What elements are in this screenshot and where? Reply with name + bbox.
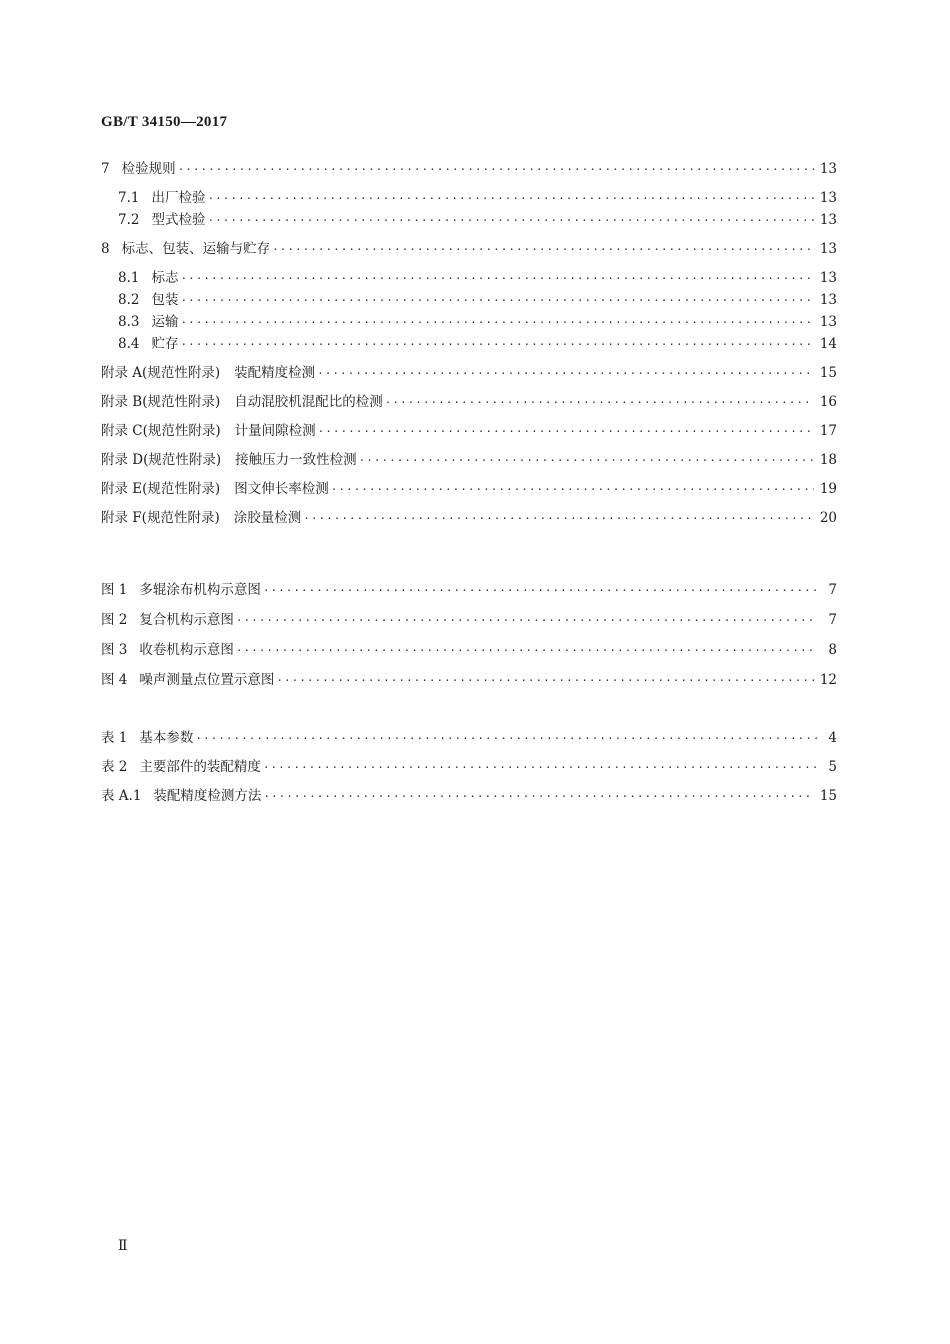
toc-entry-number: 8.3 bbox=[118, 314, 140, 330]
toc-entry-number: 附录 A bbox=[101, 365, 143, 381]
toc-entry-number: 表 A.1 bbox=[101, 788, 142, 804]
toc-entry-number: 图 4 bbox=[101, 672, 128, 688]
toc-entry-title: 装配精度检测 bbox=[234, 365, 316, 381]
toc-entry-number: 7.1 bbox=[118, 190, 140, 206]
toc-entry-title: 检验规则 bbox=[121, 161, 176, 177]
toc-entry[interactable] bbox=[101, 288, 837, 310]
toc-entry[interactable] bbox=[101, 310, 837, 332]
toc-entry-number: 8.2 bbox=[118, 292, 140, 308]
standard-number: GB/T 34150—2017 bbox=[101, 114, 228, 130]
toc-entry[interactable] bbox=[101, 578, 837, 608]
toc-entry[interactable] bbox=[101, 726, 837, 755]
toc-entry-title: 运输 bbox=[151, 314, 179, 330]
toc-entry-category: (规范性附录) bbox=[141, 510, 220, 526]
toc-entry-page: 7 bbox=[828, 582, 837, 598]
toc-entry-page: 13 bbox=[819, 270, 837, 286]
toc-entry[interactable] bbox=[101, 784, 837, 813]
toc-dot-leader bbox=[207, 192, 813, 205]
toc-entry[interactable] bbox=[101, 186, 837, 208]
toc-entry-page: 13 bbox=[819, 314, 837, 330]
toc-entry-category: (规范性附录) bbox=[142, 481, 221, 497]
toc-entry-title: 接触压力一致性检测 bbox=[235, 452, 357, 468]
toc-entry-page: 15 bbox=[819, 365, 837, 381]
toc-dot-leader bbox=[331, 483, 814, 496]
toc-dot-leader bbox=[263, 584, 817, 597]
toc-dot-leader bbox=[180, 316, 813, 329]
toc-entry-number: 附录 C bbox=[101, 423, 143, 439]
toc-entry-title: 标志、包装、运输与贮存 bbox=[121, 241, 271, 257]
toc-entry[interactable] bbox=[101, 608, 837, 638]
toc-entry-number: 附录 E bbox=[101, 481, 143, 497]
toc-entry-number: 图 3 bbox=[101, 642, 128, 658]
toc-entry[interactable] bbox=[101, 208, 837, 230]
toc-dot-leader bbox=[359, 454, 814, 467]
toc-entry-title: 涂胶量检测 bbox=[233, 510, 302, 526]
toc-entry-page: 14 bbox=[819, 336, 837, 352]
toc-entry-title: 型式检验 bbox=[151, 212, 206, 228]
toc-entry[interactable] bbox=[101, 755, 837, 784]
toc-entry-page: 16 bbox=[819, 394, 837, 410]
toc-entry-title: 图文伸长率检测 bbox=[234, 481, 329, 497]
toc-entry-number: 8.4 bbox=[118, 336, 140, 352]
toc-entry-page: 13 bbox=[819, 212, 837, 228]
toc-entry-page: 13 bbox=[819, 190, 837, 206]
toc-entry-page: 7 bbox=[828, 612, 837, 628]
toc-entry[interactable] bbox=[101, 332, 837, 354]
toc-entry-number: 图 1 bbox=[101, 582, 128, 598]
toc-entry-title: 基本参数 bbox=[139, 730, 194, 746]
toc-entry-number: 附录 D bbox=[101, 452, 144, 468]
toc-entry-title: 装配精度检测方法 bbox=[153, 788, 262, 804]
toc-entry-category: (规范性附录) bbox=[142, 365, 221, 381]
toc-entry-title: 自动混胶机混配比的检测 bbox=[234, 394, 383, 410]
toc-entry-category: (规范性附录) bbox=[142, 423, 221, 439]
toc-entry-page: 18 bbox=[819, 452, 837, 468]
toc-dot-leader bbox=[207, 214, 813, 227]
toc-entry-title: 标志 bbox=[151, 270, 179, 286]
footer-page-number: Ⅱ bbox=[118, 1239, 128, 1254]
toc-entry-page: 5 bbox=[828, 759, 837, 775]
toc-entry-title: 主要部件的装配精度 bbox=[139, 759, 261, 775]
toc-entry-title: 复合机构示意图 bbox=[139, 612, 234, 628]
toc-entry[interactable] bbox=[101, 390, 837, 412]
toc-entry-number: 8.1 bbox=[118, 270, 140, 286]
toc-main-section bbox=[101, 157, 837, 528]
toc-dot-leader bbox=[180, 272, 813, 285]
toc-entry[interactable] bbox=[101, 668, 837, 698]
toc-dot-leader bbox=[236, 614, 817, 627]
toc-entry-title: 噪声测量点位置示意图 bbox=[139, 672, 275, 688]
toc-entry[interactable] bbox=[101, 157, 837, 179]
toc-entry[interactable] bbox=[101, 419, 837, 441]
toc-entry[interactable] bbox=[101, 361, 837, 383]
toc-entry-title: 出厂检验 bbox=[151, 190, 206, 206]
toc-entry-page: 13 bbox=[819, 292, 837, 308]
toc-dot-leader bbox=[385, 396, 814, 409]
toc-dot-leader bbox=[303, 512, 814, 525]
toc-entry-number: 附录 F bbox=[101, 510, 142, 526]
toc-entry-number: 7 bbox=[101, 161, 110, 177]
toc-entry[interactable] bbox=[101, 477, 837, 499]
toc-entry-number: 8 bbox=[101, 241, 110, 257]
toc-entry[interactable] bbox=[101, 237, 837, 259]
toc-entry-title: 多辊涂布机构示意图 bbox=[139, 582, 261, 598]
toc-entry-page: 8 bbox=[828, 642, 837, 658]
toc-dot-leader bbox=[276, 674, 813, 687]
toc-figures-section bbox=[101, 578, 837, 698]
toc-entry-page: 15 bbox=[819, 788, 837, 804]
toc-dot-leader bbox=[317, 367, 814, 380]
toc-dot-leader bbox=[263, 761, 817, 774]
toc-dot-leader bbox=[180, 338, 813, 351]
toc-entry-page: 4 bbox=[828, 730, 837, 746]
toc-dot-leader bbox=[272, 243, 814, 256]
toc-entry-number: 7.2 bbox=[118, 212, 140, 228]
toc-entry-category: (规范性附录) bbox=[143, 452, 222, 468]
toc-dot-leader bbox=[318, 425, 814, 438]
toc-entry[interactable] bbox=[101, 448, 837, 470]
toc-entry-number: 表 1 bbox=[101, 730, 128, 746]
toc-dot-leader bbox=[236, 644, 817, 657]
toc-entry-title: 计量间隙检测 bbox=[234, 423, 316, 439]
toc-dot-leader bbox=[263, 790, 813, 803]
toc-entry-page: 20 bbox=[819, 510, 837, 526]
toc-entry-title: 包装 bbox=[151, 292, 179, 308]
toc-entry-page: 13 bbox=[819, 161, 837, 177]
toc-dot-leader bbox=[178, 163, 814, 176]
toc-entry[interactable] bbox=[101, 266, 837, 288]
toc-entry-category: (规范性附录) bbox=[142, 394, 221, 410]
toc-entry-number: 图 2 bbox=[101, 612, 128, 628]
toc-entry-page: 12 bbox=[819, 672, 837, 688]
toc-entry-number: 表 2 bbox=[101, 759, 128, 775]
toc-dot-leader bbox=[195, 732, 817, 745]
toc-entry-number: 附录 B bbox=[101, 394, 143, 410]
toc-entry-page: 19 bbox=[819, 481, 837, 497]
toc-entry-page: 17 bbox=[819, 423, 837, 439]
toc-entry[interactable] bbox=[101, 638, 837, 668]
toc-entry-title: 收卷机构示意图 bbox=[139, 642, 234, 658]
toc-entry-title: 贮存 bbox=[151, 336, 179, 352]
toc-entry[interactable] bbox=[101, 506, 837, 528]
toc-tables-section bbox=[101, 726, 837, 813]
toc-entry-page: 13 bbox=[819, 241, 837, 257]
toc-dot-leader bbox=[180, 294, 813, 307]
